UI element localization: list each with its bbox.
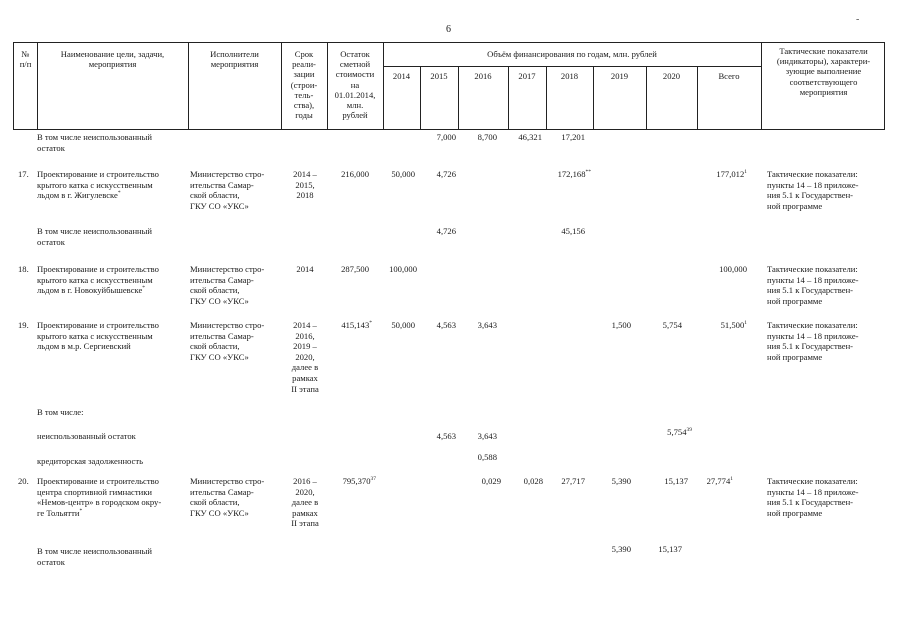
table-header (13, 42, 885, 130)
cell-2018: 172,168** (557, 169, 591, 179)
header-financing: Объём финансирования по годам, млн. рублей (487, 49, 657, 59)
cell-2015: 4,726 (436, 169, 456, 179)
row-number: 20. (18, 476, 29, 486)
cell-2014: 100,000 (389, 264, 417, 274)
cell-2016: 0,029 (481, 476, 501, 486)
header-year-2020: 2020 (662, 71, 681, 81)
cell-2017: 0,028 (523, 476, 543, 486)
row-name: В том числе неиспользованный остаток (37, 226, 153, 247)
cell-2020: 15,137 (658, 544, 682, 554)
header-name: Наименование цели, задачи, мероприятия (60, 49, 165, 70)
row-number: 18. (18, 264, 29, 274)
row-name: Проектирование и строительство крытого катка с искусственным льдом в г. Жигулевске* (37, 169, 159, 201)
cell-2017: 46,321 (518, 132, 542, 142)
row-name: В том числе: (37, 407, 84, 417)
cell-2019: 5,390 (611, 476, 631, 486)
cell-2020: 15,137 (664, 476, 688, 486)
row-name: неиспользованный остаток (37, 431, 136, 441)
row-name: Проектирование и строительство крытого катка с искусственным льдом в г. Новокуйбышевске* (37, 264, 159, 296)
cell-2014: 50,000 (391, 320, 415, 330)
row-name: кредиторская задолженность (37, 456, 144, 466)
cell-2018: 45,156 (561, 226, 585, 236)
header-year-total: Всего (718, 71, 740, 81)
cell-2020: 5,754$^{39}$ (667, 427, 692, 437)
cell-2015: 7,000 (436, 132, 456, 142)
cell-total: 177,012$^1$ (716, 169, 747, 179)
header-year-2019: 2019 (610, 71, 629, 81)
header-indicators: Тактические показатели (индикаторы), характери- зующие выполнение соответствующего мероприятия (776, 46, 871, 97)
row-indicator: Тактические показатели: пункты 14 – 18 приложе- ния 5.1 к Государствен- ной программе (767, 320, 859, 362)
cell-2019: 1,500 (611, 320, 631, 330)
header-year-2014: 2014 (392, 71, 411, 81)
cell-2015: 4,563 (436, 431, 456, 441)
cell-2016: 8,700 (477, 132, 497, 142)
row-name: В том числе неиспользованный остаток (37, 546, 153, 567)
cell-2016: 3,643 (477, 320, 497, 330)
row-indicator: Тактические показатели: пункты 14 – 18 приложе- ния 5.1 к Государствен- ной программе (767, 264, 859, 306)
header-executors: Исполнители мероприятия (210, 49, 259, 70)
row-executor: Министерство стро- ительства Самар- ской области, ГКУ СО «УКС» (190, 169, 265, 211)
row-term: 2014 – 2015, 2018 (293, 169, 317, 201)
cell-2014: 50,000 (391, 169, 415, 179)
row-name: В том числе неиспользованный остаток (37, 132, 153, 153)
cell-total: 51,500$^1$ (720, 320, 747, 330)
cell-2016: 0,588 (477, 452, 497, 462)
cell-2020: 5,754 (662, 320, 682, 330)
cell-2016: 3,643 (477, 431, 497, 441)
row-executor: Министерство стро- ительства Самар- ской области, ГКУ СО «УКС» (190, 476, 265, 518)
cell-2015: 4,726 (436, 226, 456, 236)
page-number: 6 (446, 24, 451, 35)
header-year-2017: 2017 (518, 71, 536, 81)
row-term: 2016 – 2020, далее в рамках II этапа (291, 476, 319, 529)
header-remainder: Остаток сметной стоимости на 01.01.2014, млн. рублей (334, 49, 376, 121)
cell-2015: 4,563 (436, 320, 456, 330)
row-number: 19. (18, 320, 29, 330)
corner-mark: - (856, 14, 860, 25)
header-year-2015: 2015 (430, 71, 448, 81)
cell-2018: 27,717 (561, 476, 585, 486)
cell-2018: 17,201 (561, 132, 585, 142)
cell-total: 100,000 (719, 264, 747, 274)
row-remainder: 415,143* (341, 320, 372, 330)
header-num: № п/п (19, 49, 32, 70)
row-remainder: 216,000 (341, 169, 369, 179)
row-executor: Министерство стро- ительства Самар- ской области, ГКУ СО «УКС» (190, 264, 265, 306)
row-name: Проектирование и строительство крытого катка с искусственным льдом в м.р. Сергиевский (37, 320, 159, 352)
row-remainder: 287,500 (341, 264, 369, 274)
header-year-2016: 2016 (474, 71, 492, 81)
row-indicator: Тактические показатели: пункты 14 – 18 приложе- ния 5.1 к Государствен- ной программе (767, 476, 859, 518)
header-year-2018: 2018 (560, 71, 579, 81)
row-name: Проектирование и строительство центра спортивной гимнастики «Немов-центр» в городском окру- ге Тольятти* (37, 476, 162, 518)
row-indicator: Тактические показатели: пункты 14 – 18 приложе- ния 5.1 к Государствен- ной программе (767, 169, 859, 211)
cell-2019: 5,390 (611, 544, 631, 554)
row-term: 2014 (296, 264, 314, 274)
row-remainder: 795,370$^{37}$ (342, 476, 376, 486)
header-term: Срок реали- зации (строи- тель- ства), годы (290, 49, 318, 121)
row-number: 17. (18, 169, 29, 179)
row-term: 2014 – 2016, 2019 – 2020, далее в рамках II этапа (291, 320, 319, 394)
row-executor: Министерство стро- ительства Самар- ской области, ГКУ СО «УКС» (190, 320, 265, 362)
cell-total: 27,774$^1$ (706, 476, 733, 486)
